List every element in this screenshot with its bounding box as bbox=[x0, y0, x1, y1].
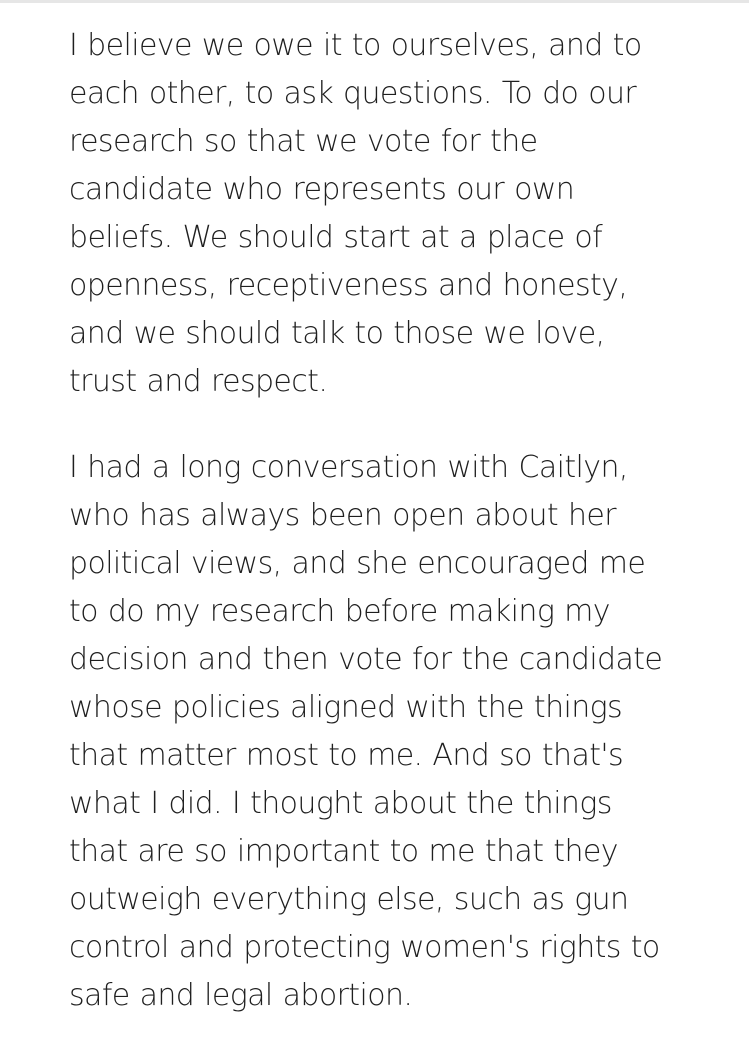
paragraph-1 bbox=[69, 22, 689, 406]
paragraph-line: political views, and she encouraged me bbox=[69, 546, 646, 581]
paragraph-line: who has always been open about her bbox=[69, 498, 616, 533]
paragraph-line: I had a long conversation with Caitlyn, bbox=[69, 450, 628, 485]
paragraph-line: beliefs. We should start at a place of bbox=[69, 220, 603, 255]
paragraph-line: that are so important to me that they bbox=[69, 834, 618, 869]
paragraph-line: openness, receptiveness and honesty, bbox=[69, 268, 628, 303]
document-body bbox=[69, 22, 689, 1020]
paragraph-line: candidate who represents our own bbox=[69, 172, 575, 207]
paragraph-line: to do my research before making my bbox=[69, 594, 610, 629]
paragraph-line: control and protecting women's rights to bbox=[69, 930, 660, 965]
paragraph-2 bbox=[69, 444, 689, 1020]
paragraph-line: outweigh everything else, such as gun bbox=[69, 882, 629, 917]
paragraph-line: trust and respect. bbox=[69, 364, 328, 399]
paragraph-line: each other, to ask questions. To do our bbox=[69, 76, 637, 111]
paragraph-line: what I did. I thought about the things bbox=[69, 786, 612, 821]
paragraph-line: research so that we vote for the bbox=[69, 124, 538, 159]
paragraph-line: and we should talk to those we love, bbox=[69, 316, 605, 351]
top-edge-divider bbox=[0, 0, 749, 3]
paragraph-line: whose policies aligned with the things bbox=[69, 690, 623, 725]
paragraph-line: safe and legal abortion. bbox=[69, 978, 413, 1013]
paragraph-line: decision and then vote for the candidate bbox=[69, 642, 663, 677]
paragraph-line: that matter most to me. And so that's bbox=[69, 738, 624, 773]
paragraph-line: I believe we owe it to ourselves, and to bbox=[69, 28, 642, 63]
